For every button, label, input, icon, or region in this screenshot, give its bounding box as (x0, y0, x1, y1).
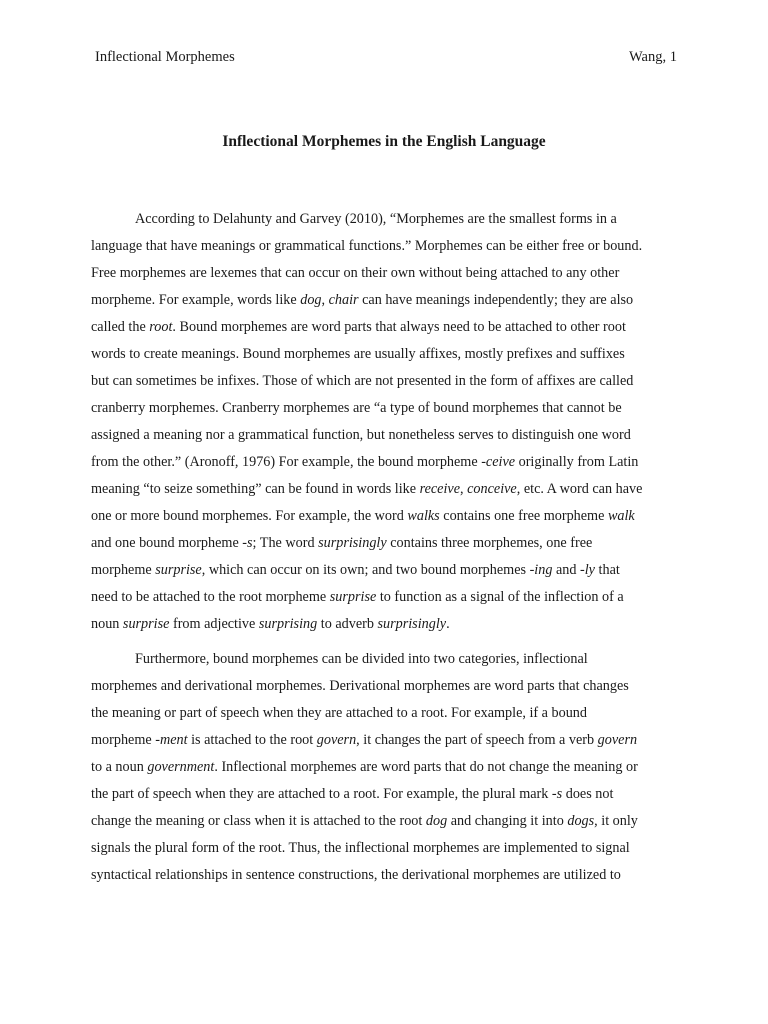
text-run: ; The word (252, 535, 319, 551)
text-run: to adverb (317, 616, 378, 632)
text-run: assigned a meaning nor a grammatical function, but nonetheless serves to distinguish one word (91, 427, 631, 443)
text-run: . Inflectional morphemes are word parts that do not change the meaning or (214, 759, 638, 775)
text-line (91, 808, 681, 835)
text-line (91, 368, 681, 395)
text-run: that (594, 562, 620, 578)
italic-term: -s (242, 535, 253, 551)
italic-term: walk (607, 508, 635, 524)
text-line (91, 530, 681, 557)
italic-term: surprise (329, 589, 377, 605)
text-run: morpheme. For example, words like (91, 292, 301, 308)
italic-term: -s (551, 786, 563, 802)
text-run: morpheme (91, 562, 156, 578)
text-line (91, 584, 681, 611)
text-line (91, 862, 681, 889)
text-run: , (321, 292, 329, 308)
text-run: , it changes the part of speech from a verb (356, 732, 598, 748)
text-run: contains three morphemes, one free (386, 535, 593, 551)
text-run: to a noun (91, 759, 148, 775)
text-line (91, 835, 681, 862)
text-line (91, 503, 681, 530)
italic-term: surprise (155, 562, 202, 578)
text-run: cranberry morphemes. Cranberry morphemes are “a type of bound morphemes that cannot be (91, 400, 622, 416)
text-run: from the other.” (Aronoff, 1976) For example, the bound morpheme (91, 454, 482, 470)
text-run: noun (91, 616, 123, 632)
text-run: does not (562, 786, 614, 802)
text-run: need to be attached to the root morpheme (91, 589, 330, 605)
text-line (91, 673, 681, 700)
text-run: the meaning or part of speech when they are attached to a root. For example, if a bound (91, 705, 587, 721)
text-run: morphemes and derivational morphemes. Derivational morphemes are word parts that changes (91, 678, 629, 694)
text-run: and (552, 562, 581, 578)
text-run: but can sometimes be infixes. Those of which are not presented in the form of affixes are called (91, 373, 634, 389)
text-run: to function as a signal of the inflection of a (376, 589, 624, 605)
text-run: . (446, 616, 450, 632)
italic-term: walks (407, 508, 440, 524)
text-run: change the meaning or class when it is attached to the root (91, 813, 426, 829)
text-line (91, 449, 681, 476)
text-run: , which can occur on its own; and two bound morphemes (201, 562, 530, 578)
text-run: the part of speech when they are attached to a root. For example, the plural mark (91, 786, 552, 802)
text-line (91, 395, 681, 422)
text-run: , etc. A word can have (516, 481, 643, 497)
italic-term: govern (597, 732, 638, 748)
text-line (91, 646, 681, 673)
paragraph (91, 206, 681, 638)
text-run: morpheme (91, 732, 156, 748)
text-line (91, 476, 681, 503)
italic-term: government (147, 759, 215, 775)
text-line (91, 557, 681, 584)
text-run: . Bound morphemes are word parts that always need to be attached to other root (172, 319, 626, 335)
italic-term: dog (300, 292, 322, 308)
italic-term: dog (425, 813, 448, 829)
italic-term: -ly (580, 562, 595, 578)
text-line (91, 206, 681, 233)
text-run: called the (91, 319, 150, 335)
text-run: Furthermore, bound morphemes can be divided into two categories, inflectional (135, 651, 588, 667)
text-line (91, 260, 681, 287)
italic-term: -ceive (481, 454, 516, 470)
running-title: Inflectional Morphemes (95, 49, 235, 65)
text-run: Free morphemes are lexemes that can occur on their own without being attached to any other (91, 265, 620, 281)
text-line (91, 781, 681, 808)
italic-term: surprising (258, 616, 318, 632)
text-run: and changing it into (447, 813, 568, 829)
italic-term: surprisingly (318, 535, 387, 551)
text-run: syntactical relationships in sentence constructions, the derivational morphemes are utilized to (91, 867, 621, 883)
text-run: originally from Latin (515, 454, 639, 470)
italic-term: chair (328, 292, 359, 308)
text-run: words to create meanings. Bound morphemes are usually affixes, mostly prefixes and suffixes (91, 346, 625, 362)
text-run: language that have meanings or grammatical functions.” Morphemes can be either free or bound. (91, 238, 643, 254)
text-line (91, 700, 681, 727)
text-run: , (460, 481, 468, 497)
italic-term: -ing (529, 562, 553, 578)
italic-term: receive (419, 481, 461, 497)
text-run: signals the plural form of the root. Thus, the inflectional morphemes are implemented to signal (91, 840, 630, 856)
text-line (91, 754, 681, 781)
text-line (91, 341, 681, 368)
italic-term: -ment (155, 732, 188, 748)
text-run: meaning “to seize something” can be found in words like (91, 481, 420, 497)
italic-term: govern (316, 732, 357, 748)
italic-term: dogs (567, 813, 595, 829)
text-line (91, 287, 681, 314)
paragraph (91, 646, 681, 889)
text-line (91, 233, 681, 260)
page-number: Wang, 1 (629, 49, 677, 65)
paragraph-gap (91, 638, 681, 646)
text-run: and one bound morpheme (91, 535, 243, 551)
text-run: from adjective (169, 616, 259, 632)
italic-term: surprisingly (377, 616, 447, 632)
text-line (91, 611, 681, 638)
text-run: contains one free morpheme (439, 508, 608, 524)
italic-term: conceive (467, 481, 517, 497)
text-run: , it only (594, 813, 638, 829)
text-run: According to Delahunty and Garvey (2010), “Morphemes are the smallest forms in a (135, 211, 617, 227)
document-title: Inflectional Morphemes in the English Language (222, 133, 546, 150)
body-text (91, 206, 681, 889)
italic-term: root (149, 319, 173, 335)
text-line (91, 422, 681, 449)
text-line (91, 727, 681, 754)
text-line (91, 314, 681, 341)
text-run: is attached to the root (187, 732, 317, 748)
text-run: one or more bound morphemes. For example, the word (91, 508, 408, 524)
text-run: can have meanings independently; they are also (358, 292, 634, 308)
running-header (95, 47, 677, 67)
italic-term: surprise (122, 616, 170, 632)
